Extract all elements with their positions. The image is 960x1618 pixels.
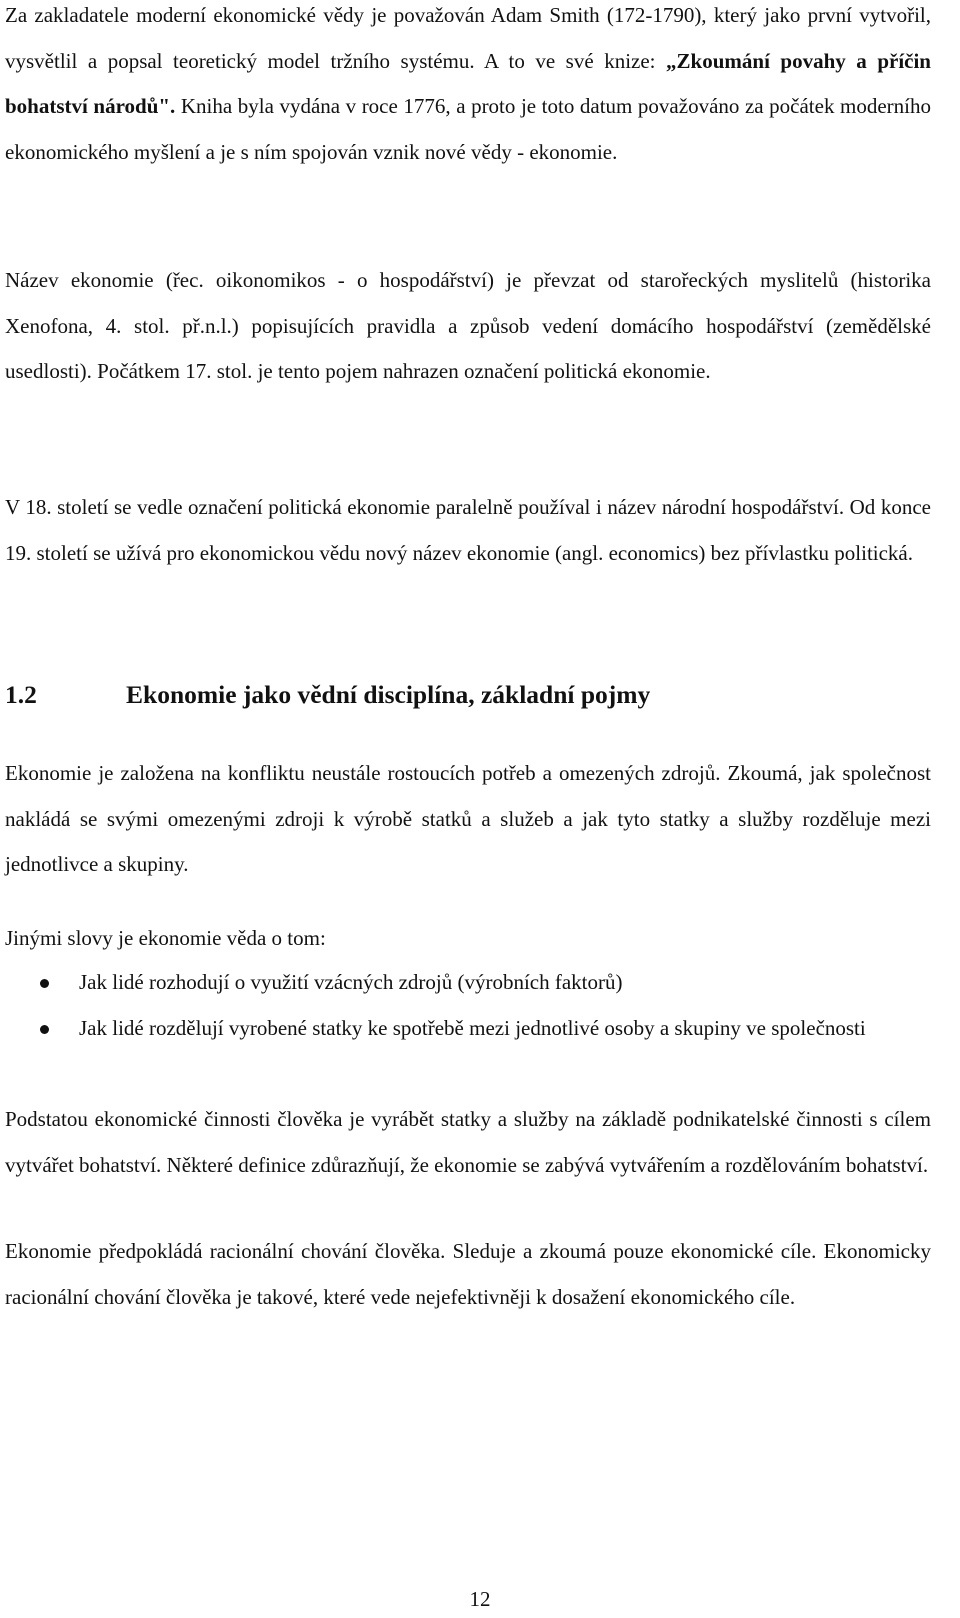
paragraph-adam-smith	[5, 0, 931, 175]
paragraph-economics-definition: Ekonomie je založena na konfliktu neustále rostoucích potřeb a omezených zdrojů. Zkoumá, jak společnost nakládá se svými omezenými zdroji k výrobě statků a služeb a jak tyto statky a služby rozděluje mezi jednotlivce a skupiny.	[5, 761, 931, 876]
list-item	[5, 1006, 931, 1052]
section-number: 1.2	[5, 680, 37, 709]
section-title: Ekonomie jako vědní disciplína, základní pojmy	[126, 680, 651, 709]
paragraph-term-origin: Název ekonomie (řec. oikonomikos - o hospodářství) je převzat od starořeckých myslitelů (historika Xenofona, 4. stol. př.n.l.) popisujících pravidla a způsob vedení domácího hospodářství (zemědělské usedlosti). Počátkem 17. stol. je tento pojem nahrazen označení politická ekonomie.	[5, 268, 931, 383]
paragraph-rational-behavior: Ekonomie předpokládá racionální chování člověka. Sleduje a zkoumá pouze ekonomické cíle. Ekonomicky racionální chování člověka je takové, které vede nejefektivněji k dosažení ekonomického cíle.	[5, 1239, 931, 1309]
list-item-text: Jak lidé rozdělují vyrobené statky ke spotřebě mezi jednotlivé osoby a skupiny ve společnosti	[79, 1015, 866, 1040]
paragraph-in-other-words: Jinými slovy je ekonomie věda o tom:	[5, 926, 326, 950]
paragraph-adam-smith-text-b: Kniha byla vydána v roce 1776, a proto je toto datum považováno za počátek moderního ekonomického myšlení a je s ním spojován vznik nové vědy - ekonomie.	[5, 94, 931, 164]
paragraph-18th-century: V 18. století se vedle označení politická ekonomie paralelně používal i název národní hospodářství. Od konce 19. století se užívá pro ekonomickou vědu nový název ekonomie (angl. economics) bez přívlastku politická.	[5, 495, 931, 565]
paragraph-adam-smith-text-a: Za zakladatele moderní ekonomické vědy je považován Adam Smith (172-1790), který jako první vytvořil, vysvětlil a popsal teoretický model tržního systému. A to ve své knize:	[5, 3, 931, 73]
bullet-icon	[40, 979, 49, 988]
list-item	[5, 960, 931, 1006]
list-item-text: Jak lidé rozhodují o využití vzácných zdrojů (výrobních faktorů)	[79, 970, 623, 994]
section-heading	[5, 679, 931, 711]
book-title: „Zkoumání povahy a příčin bohatství národů".	[5, 48, 931, 118]
paragraph-economic-activity: Podstatou ekonomické činnosti člověka je vyrábět statky a služby na základě podnikatelské činnosti s cílem vytvářet bohatství. Některé definice zdůrazňují, že ekonomie se zabývá vytvářením a rozdělováním bohatství.	[5, 1107, 931, 1177]
bullet-list	[5, 960, 931, 1051]
page-number: 12	[469, 1587, 491, 1611]
bullet-icon	[40, 1025, 49, 1034]
